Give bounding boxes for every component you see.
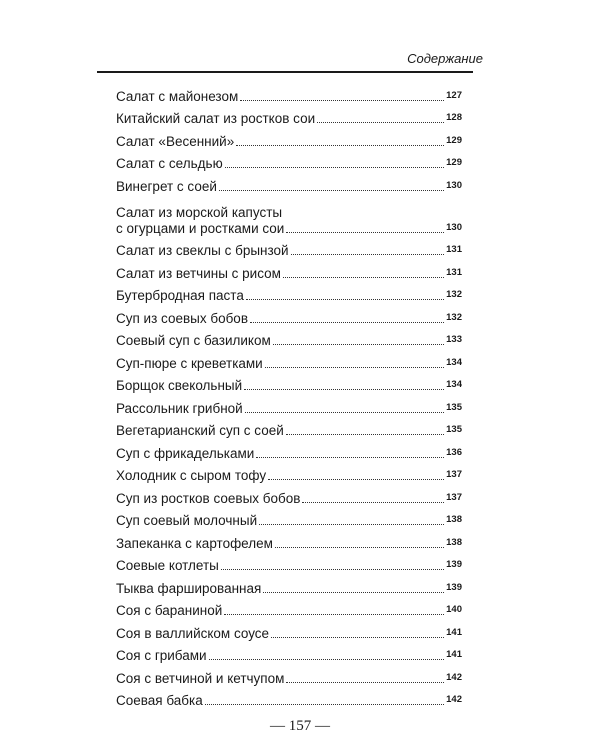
dot-leader (245, 412, 444, 413)
header-rule (97, 71, 473, 73)
dot-leader (219, 190, 444, 191)
toc-entry-title: Соевая бабка (116, 693, 203, 708)
table-of-contents (116, 84, 462, 711)
toc-entry-title: Бутербродная паста (116, 288, 244, 303)
toc-entry-page: 142 (446, 694, 462, 705)
toc-entry (116, 84, 462, 107)
toc-entry (116, 239, 462, 262)
toc-entry-title: Соя в валлийском соусе (116, 625, 270, 641)
toc-entry-page: 134 (446, 356, 462, 368)
dot-leader (273, 344, 444, 345)
toc-entry (116, 107, 462, 130)
toc-entry-title (116, 205, 284, 239)
toc-entry (116, 396, 462, 419)
toc-entry-title: Запеканка с картофелем (116, 535, 273, 551)
toc-entry (116, 531, 462, 554)
dot-leader (225, 167, 444, 168)
toc-entry (116, 329, 462, 352)
toc-entry-title: Салат из ветчины с рисом (116, 265, 281, 281)
toc-entry-page: 142 (446, 671, 462, 683)
toc-entry (116, 174, 462, 197)
dot-leader (256, 457, 444, 458)
toc-entry (116, 666, 462, 689)
dot-leader (268, 479, 444, 480)
dot-leader (240, 100, 444, 101)
toc-entry-page: 141 (446, 649, 462, 660)
dot-leader (283, 277, 444, 278)
toc-entry-title: Суп с фрикадельками (116, 445, 255, 461)
dot-leader (286, 434, 444, 435)
toc-entry-page: 133 (446, 334, 462, 345)
toc-entry (116, 197, 462, 239)
dot-leader (286, 232, 444, 233)
toc-entry-page: 138 (446, 514, 462, 525)
toc-entry-page: 129 (446, 134, 462, 146)
toc-entry-page: 130 (446, 221, 462, 233)
toc-entry-title: Соевые котлеты (116, 558, 219, 573)
toc-entry-page: 141 (446, 626, 462, 638)
toc-entry (116, 509, 462, 532)
toc-entry (116, 644, 462, 667)
dot-leader (286, 682, 444, 683)
toc-entry-title-line: Салат из морской капусты (116, 204, 283, 220)
toc-entry (116, 689, 462, 712)
page-number: — 157 — (270, 718, 330, 734)
toc-entry-page: 138 (446, 536, 462, 548)
dot-leader (291, 254, 444, 255)
toc-entry-title: Борщок свекольный (116, 378, 243, 393)
toc-entry (116, 152, 462, 175)
toc-entry (116, 554, 462, 577)
dot-leader (236, 145, 444, 146)
dot-leader (302, 502, 444, 503)
running-head: Содержание (407, 51, 483, 66)
dot-leader (263, 592, 444, 593)
toc-entry (116, 306, 462, 329)
toc-entry-page: 130 (446, 179, 462, 191)
toc-entry-title-line: с огурцами и ростками сои (116, 220, 285, 236)
toc-entry-page: 137 (446, 469, 462, 480)
toc-entry (116, 284, 462, 307)
dot-leader (209, 659, 444, 660)
toc-entry-title: Суп соевый молочный (116, 513, 258, 528)
toc-entry-title: Салат «Весенний» (116, 133, 235, 149)
dot-leader (244, 389, 444, 390)
toc-entry-title: Соевый суп с базиликом (116, 333, 271, 348)
dot-leader (259, 524, 444, 525)
toc-entry (116, 419, 462, 442)
toc-entry-title: Салат с майонезом (116, 88, 239, 104)
dot-leader (317, 122, 444, 123)
toc-entry-page: 136 (446, 446, 462, 458)
toc-entry-page: 139 (446, 581, 462, 593)
toc-entry (116, 441, 462, 464)
dot-leader (205, 704, 444, 705)
toc-entry (116, 351, 462, 374)
toc-entry-page: 131 (446, 266, 462, 278)
toc-entry-title: Соя с грибами (116, 648, 207, 663)
toc-entry-title: Суп из ростков соевых бобов (116, 490, 301, 506)
toc-entry (116, 486, 462, 509)
toc-entry-title: Суп из соевых бобов (116, 310, 248, 326)
toc-entry-page: 135 (446, 401, 462, 413)
dot-leader (271, 637, 444, 638)
toc-entry-page: 135 (446, 424, 462, 435)
toc-entry-page: 129 (446, 157, 462, 168)
toc-entry-title: Салат с сельдью (116, 156, 223, 171)
toc-entry-page: 132 (446, 289, 462, 300)
toc-entry (116, 576, 462, 599)
toc-entry-title: Рассольник грибной (116, 400, 243, 416)
toc-entry-title: Соя с бараниной (116, 603, 223, 618)
toc-entry-title: Вегетарианский суп с соей (116, 423, 284, 438)
toc-entry-title: Винегрет с соей (116, 178, 217, 194)
toc-entry (116, 374, 462, 397)
dot-leader (275, 547, 444, 548)
dot-leader (221, 569, 444, 570)
toc-entry-title: Тыква фаршированная (116, 580, 262, 596)
toc-entry (116, 129, 462, 152)
dot-leader (224, 614, 444, 615)
toc-entry-page: 139 (446, 559, 462, 570)
dot-leader (265, 367, 444, 368)
toc-entry-title: Китайский салат из ростков сои (116, 111, 316, 126)
toc-entry-page: 140 (446, 604, 462, 615)
toc-entry-page: 131 (446, 244, 462, 255)
toc-entry-title: Салат из свеклы с брынзой (116, 243, 289, 258)
toc-entry-title: Соя с ветчиной и кетчупом (116, 670, 285, 686)
toc-entry-page: 127 (446, 89, 462, 101)
toc-entry-title: Суп-пюре с креветками (116, 355, 263, 371)
toc-entry-page: 134 (446, 379, 462, 390)
dot-leader (250, 322, 444, 323)
toc-entry (116, 621, 462, 644)
toc-entry-page: 137 (446, 491, 462, 503)
toc-entry (116, 464, 462, 487)
toc-entry-page: 132 (446, 311, 462, 323)
toc-entry-page: 128 (446, 112, 462, 123)
dot-leader (246, 299, 444, 300)
toc-entry (116, 261, 462, 284)
toc-entry-title: Холодник с сыром тофу (116, 468, 267, 483)
toc-entry (116, 599, 462, 622)
